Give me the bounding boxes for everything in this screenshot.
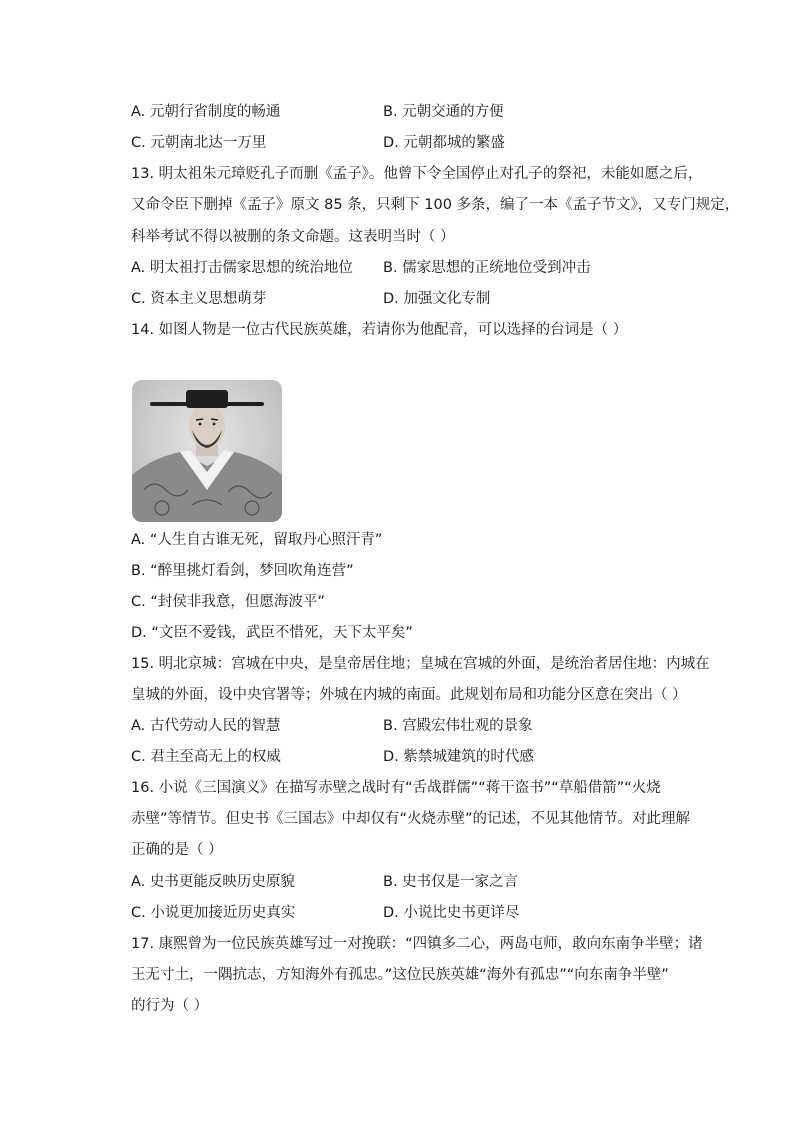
q13-stem-line-3: 科举考试不得以被删的条文命题。这表明当时（ ）: [131, 229, 455, 245]
q16-option-b[interactable]: B. 史书仅是一家之言: [383, 874, 519, 890]
q13-stem-line-1: 13. 明太祖朱元璋贬孔子而删《孟子》。他曾下令全国停止对孔子的祭祀，未能如愿之后，: [131, 166, 703, 182]
q15-option-a[interactable]: A. 古代劳动人民的智慧: [131, 718, 281, 734]
q13-option-a[interactable]: A. 明太祖打击儒家思想的统治地位: [131, 260, 353, 276]
q16-option-c[interactable]: C. 小说更加接近历史真实: [131, 905, 296, 921]
q12-option-c[interactable]: C. 元朝南北达一万里: [131, 135, 267, 151]
q12-option-d[interactable]: D. 元朝都城的繁盛: [383, 135, 505, 151]
q15-stem-line-2: 皇城的外面，设中央官署等；外城在内城的南面。此规划布局和功能分区意在突出（ ）: [131, 687, 687, 703]
q15-option-b[interactable]: B. 宫殿宏伟壮观的景象: [383, 718, 533, 734]
q14-option-d[interactable]: D. “文臣不爱钱，武臣不惜死，天下太平矣”: [131, 625, 413, 641]
q16-stem-line-2: 赤壁”等情节。但史书《三国志》中却仅有“火烧赤壁”的记述，不见其他情节。对此理解: [131, 811, 691, 827]
q13-stem-line-2: 又命令臣下删掉《孟子》原文 85 条，只剩下 100 多条，编了一本《孟子节文》，又专门规定，: [131, 197, 740, 213]
portrait-image: [132, 380, 282, 522]
q17-stem-line-1: 17. 康熙曾为一位民族英雄写过一对挽联：“四镇多二心，两岛屯师，敢向东南争半壁；诸: [131, 936, 703, 952]
q17-stem-line-2: 王无寸土，一隅抗志，方知海外有孤忠。”这位民族英雄“海外有孤忠”“向东南争半壁”: [131, 967, 669, 983]
q16-option-d[interactable]: D. 小说比史书更详尽: [383, 905, 520, 921]
q13-option-b[interactable]: B. 儒家思想的正统地位受到冲击: [383, 260, 591, 276]
q16-option-a[interactable]: A. 史书更能反映历史原貌: [131, 874, 295, 890]
q14-option-a[interactable]: A. “人生自古谁无死，留取丹心照汗青”: [131, 532, 383, 548]
q16-stem-line-1: 16. 小说《三国演义》在描写赤壁之战时有“舌战群儒”“蒋干盗书”“草船借箭”“火烧: [131, 780, 661, 796]
q14-stem-line-1: 14. 如图人物是一位古代民族英雄，若请你为他配音，可以选择的台词是（ ）: [131, 322, 628, 338]
q13-option-c[interactable]: C. 资本主义思想萌芽: [131, 291, 267, 307]
q13-option-d[interactable]: D. 加强文化专制: [383, 291, 491, 307]
q15-option-c[interactable]: C. 君主至高无上的权威: [131, 749, 281, 765]
q14-option-b[interactable]: B. “醉里挑灯看剑，梦回吹角连营”: [131, 563, 354, 579]
q16-stem-line-3: 正确的是（ ）: [131, 842, 223, 858]
q12-option-a[interactable]: A. 元朝行省制度的畅通: [131, 104, 281, 120]
q12-option-b[interactable]: B. 元朝交通的方便: [383, 104, 504, 120]
q15-stem-line-1: 15. 明北京城：宫城在中央，是皇帝居住地；皇城在宫城的外面，是统治者居住地：内城在: [131, 656, 710, 672]
q15-option-d[interactable]: D. 紫禁城建筑的时代感: [383, 749, 534, 765]
portrait-illustration: [132, 380, 282, 522]
q14-option-c[interactable]: C. “封侯非我意，但愿海波平”: [131, 594, 325, 610]
q17-stem-line-3: 的行为（ ）: [131, 998, 209, 1014]
